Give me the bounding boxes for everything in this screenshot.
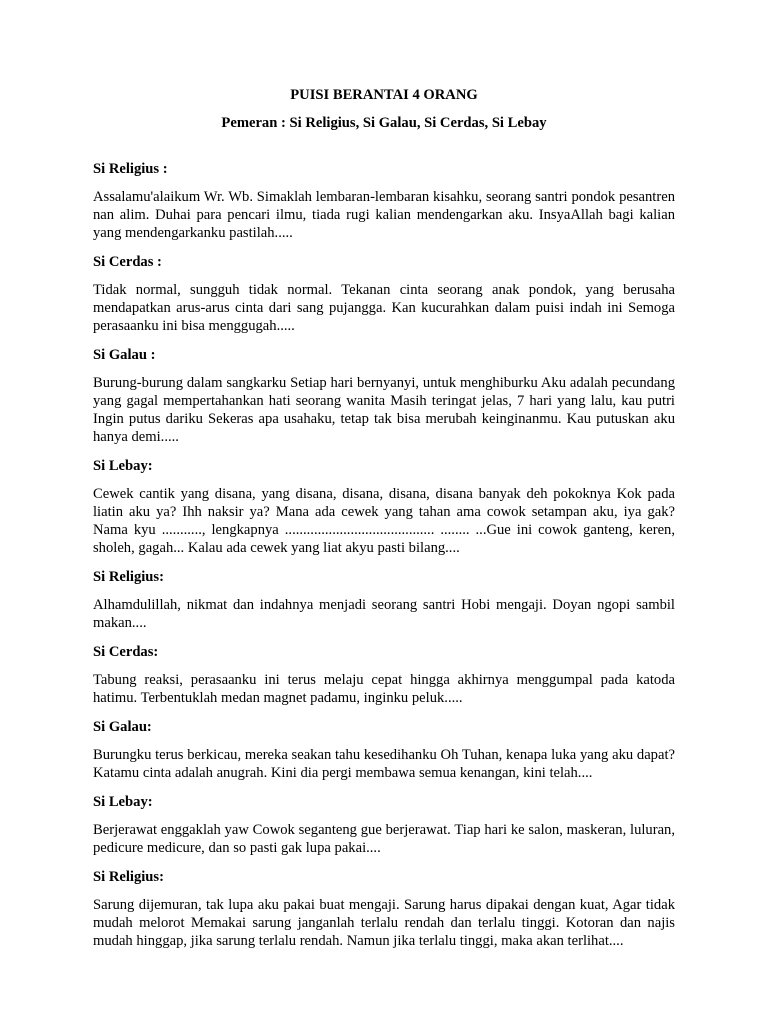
verse-text: Tidak normal, sungguh tidak normal. Tekanan cinta seorang anak pondok, yang berusaha mendapatkan arus-arus cinta dari sang pujangga. Kan kucurahkan dalam puisi indah ini Semoga perasaanku ini bisa menggugah..... <box>93 282 675 334</box>
verse-text: Berjerawat enggaklah yaw Cowok seganteng gue berjerawat. Tiap hari ke salon, maskeran, luluran, pedicure medicure, dan so pasti gak lupa pakai.... <box>93 822 675 856</box>
verse-text: Sarung dijemuran, tak lupa aku pakai buat mengaji. Sarung harus dipakai dengan kuat, Agar tidak mudah melorot Memakai sarung janganlah terlalu rendah dan terlalu tinggi. Kotoran dan najis mudah hinggap, jika sarung terlalu rendah. Namun jika terlalu tinggi, maka akan terlihat.... <box>93 897 675 949</box>
section-galau-2 <box>93 718 675 782</box>
section-galau-1 <box>93 346 675 446</box>
speaker-label: Si Galau : <box>93 347 156 363</box>
speaker-label: Si Lebay: <box>93 794 153 810</box>
section-religius-1 <box>93 160 675 242</box>
verse-text: Cewek cantik yang disana, yang disana, disana, disana, disana banyak deh pokoknya Kok pada liatin aku ya? Ihh naksir ya? Mana ada cewek yang tahan ama cowok setampan aku, iya gak? Nama kyu ..........., lengkapnya ......................................... ........ ...Gue ini cowok ganteng, keren, sholeh, gagah... Kalau ada cewek yang liat akyu pasti bilang.... <box>93 486 675 556</box>
section-lebay-2 <box>93 793 675 857</box>
speaker-label: Si Galau: <box>93 719 152 735</box>
section-religius-2 <box>93 568 675 632</box>
verse-text: Assalamu'alaikum Wr. Wb. Simaklah lembaran-lembaran kisahku, seorang santri pondok pesantren nan alim. Duhai para pencari ilmu, tiada rugi kalian mendengarkan aku. InsyaAllah bagi kalian yang mendengarkanku pastilah..... <box>93 189 675 241</box>
document-page <box>93 86 675 961</box>
document-title: PUISI BERANTAI 4 ORANG <box>290 87 478 103</box>
section-cerdas-2 <box>93 643 675 707</box>
speaker-label: Si Religius: <box>93 869 164 885</box>
section-cerdas-1 <box>93 253 675 335</box>
verse-text: Burung-burung dalam sangkarku Setiap hari bernyanyi, untuk menghiburku Aku adalah pecundang yang gagal mempertahankan hati seorang wanita Masih teringat jelas, 7 hari yang lalu, kau putri Ingin putus dariku Sekeras apa usahaku, tetap tak bisa merubah keinginanmu. Kau putuskan aku hanya demi..... <box>93 375 675 445</box>
verse-text: Tabung reaksi, perasaanku ini terus melaju cepat hingga akhirnya menggumpal pada katoda hatimu. Terbentuklah medan magnet padamu, inginku peluk..... <box>93 672 675 706</box>
verse-text: Burungku terus berkicau, mereka seakan tahu kesedihanku Oh Tuhan, kenapa luka yang aku dapat? Katamu cinta adalah anugrah. Kini dia pergi membawa semua kenangan, kini telah.... <box>93 747 675 781</box>
section-religius-3 <box>93 868 675 950</box>
section-lebay-1 <box>93 457 675 557</box>
verse-text: Alhamdulillah, nikmat dan indahnya menjadi seorang santri Hobi mengaji. Doyan ngopi sambil makan.... <box>93 597 675 631</box>
document-subtitle: Pemeran : Si Religius, Si Galau, Si Cerdas, Si Lebay <box>221 115 547 131</box>
speaker-label: Si Religius: <box>93 569 164 585</box>
speaker-label: Si Cerdas: <box>93 644 159 660</box>
speaker-label: Si Religius : <box>93 161 168 177</box>
speaker-label: Si Cerdas : <box>93 254 162 270</box>
speaker-label: Si Lebay: <box>93 458 153 474</box>
